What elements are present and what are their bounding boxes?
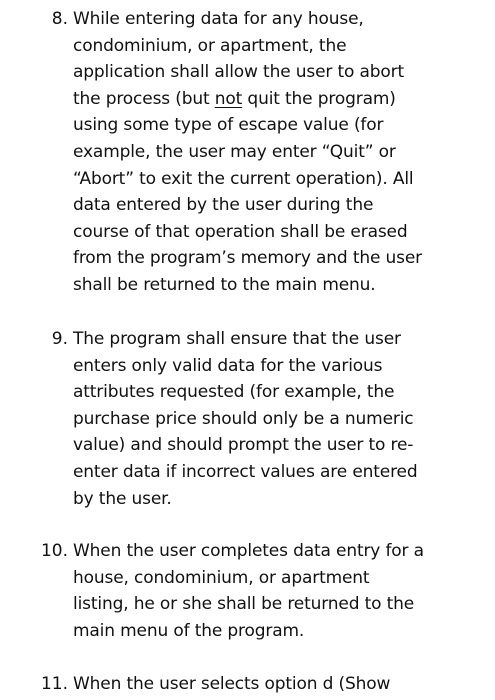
item-number: 9. xyxy=(51,329,68,349)
text-line: listing, he or she shall be returned to the xyxy=(73,594,415,615)
text-line: When the user selects option d (Show xyxy=(73,674,391,694)
item-number: 8. xyxy=(51,9,68,29)
text-line: attributes requested (for example, the xyxy=(73,382,395,403)
item-text xyxy=(73,538,483,644)
item-text xyxy=(73,6,483,299)
text-line: by the user. xyxy=(73,488,172,509)
text-line: value) and should prompt the user to re- xyxy=(73,435,414,456)
item-text xyxy=(73,671,483,698)
text-line: enters only valid data for the various xyxy=(73,355,383,376)
text-line: condominium, or apartment, the xyxy=(73,35,347,56)
text-line: “Abort” to exit the current operation). All xyxy=(73,168,414,189)
text-line: data entered by the user during the xyxy=(73,195,374,216)
text-line: shall be returned to the main menu. xyxy=(73,274,376,295)
text-segment: the process (but xyxy=(73,88,215,109)
text-line: enter data if incorrect values are entered xyxy=(73,461,418,482)
text-line: purchase price should only be a numeric xyxy=(73,408,414,429)
text-line: example, the user may enter “Quit” or xyxy=(73,141,396,162)
text-line: The program shall ensure that the user xyxy=(73,329,401,349)
item-number: 10. xyxy=(40,541,68,561)
text-line xyxy=(73,86,483,113)
underlined-word: not xyxy=(214,88,243,109)
text-line: house, condominium, or apartment xyxy=(73,567,370,588)
text-line: using some type of escape value (for xyxy=(73,115,384,136)
item-text xyxy=(73,326,483,512)
text-line: from the program’s memory and the user xyxy=(73,248,423,269)
text-line: course of that operation shall be erased xyxy=(73,221,408,242)
item-number: 11. xyxy=(40,674,68,694)
text-line: application shall allow the user to abort xyxy=(73,62,405,83)
text-line: While entering data for any house, xyxy=(73,9,364,29)
text-segment: quit the program) xyxy=(242,88,396,109)
text-line: main menu of the program. xyxy=(73,620,305,641)
text-line: When the user completes data entry for a xyxy=(73,541,424,561)
